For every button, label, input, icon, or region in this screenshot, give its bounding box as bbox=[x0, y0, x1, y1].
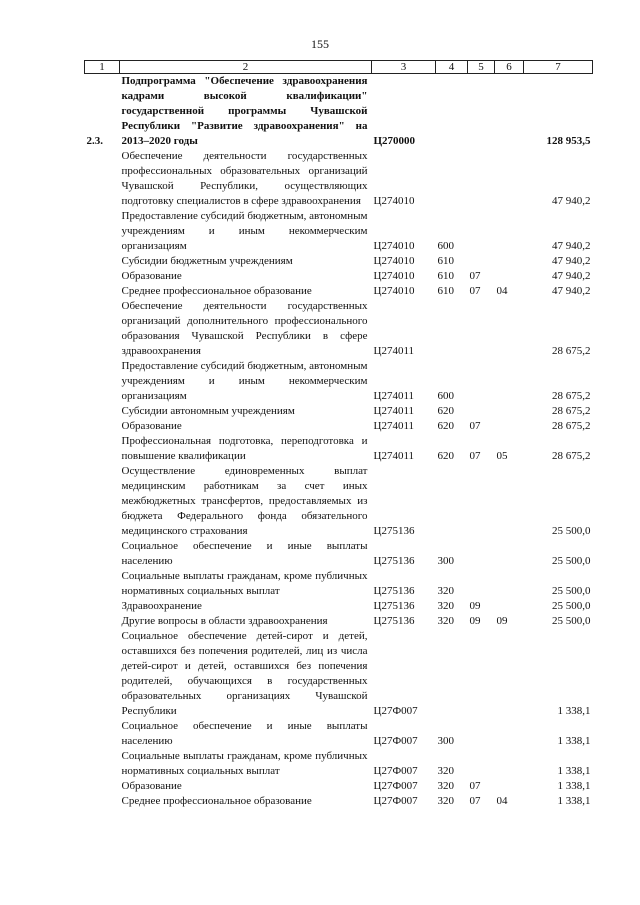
row-name: Здравоохранение bbox=[121, 600, 202, 612]
table-header-row bbox=[85, 61, 593, 74]
row-vr bbox=[436, 74, 468, 150]
row-pr bbox=[495, 749, 524, 779]
row-name: Образование bbox=[121, 270, 182, 282]
row-pr bbox=[495, 74, 524, 150]
row-number bbox=[85, 359, 120, 404]
table-row bbox=[85, 149, 593, 209]
row-name: Субсидии бюджетным учреждениям bbox=[121, 255, 293, 267]
row-sum: 47 940,2 bbox=[552, 240, 591, 252]
row-sum: 25 500,0 bbox=[552, 525, 591, 537]
row-sum: 47 940,2 bbox=[552, 255, 591, 267]
row-rz bbox=[468, 254, 495, 269]
row-csr: Ц274011 bbox=[373, 405, 415, 417]
row-number bbox=[85, 284, 120, 299]
row-vr bbox=[436, 299, 468, 359]
row-vr bbox=[436, 149, 468, 209]
row-name: Социальные выплаты гражданам, кроме публичных нормативных социальных выплат bbox=[121, 570, 368, 597]
row-name: Социальное обеспечение и иные выплаты населению bbox=[121, 540, 368, 567]
row-rz: 07 bbox=[469, 285, 481, 297]
row-rz: 07 bbox=[469, 795, 481, 807]
row-vr: 600 bbox=[437, 240, 454, 252]
row-rz bbox=[468, 749, 495, 779]
row-pr bbox=[495, 599, 524, 614]
row-pr bbox=[495, 404, 524, 419]
row-vr: 610 bbox=[437, 285, 454, 297]
row-name: Социальные выплаты гражданам, кроме публичных нормативных социальных выплат bbox=[121, 750, 368, 777]
row-number bbox=[85, 434, 120, 464]
row-name: Предоставление субсидий бюджетным, автономным учреждениям и иным некоммерческим организациям bbox=[121, 210, 368, 252]
row-csr: Ц270000 bbox=[373, 135, 416, 147]
row-rz bbox=[468, 539, 495, 569]
row-vr: 320 bbox=[437, 780, 454, 792]
row-name: Подпрограмма "Обеспечение здравоохранения кадрами высокой квалификации" государственной программы Чувашской Республики "Развитие здравоохранения" на 2013–2020 годы bbox=[121, 75, 368, 147]
row-sum: 128 953,5 bbox=[546, 135, 591, 147]
row-vr: 320 bbox=[437, 765, 454, 777]
row-pr bbox=[495, 149, 524, 209]
row-number bbox=[85, 419, 120, 434]
row-vr: 610 bbox=[437, 270, 454, 282]
row-number bbox=[85, 539, 120, 569]
row-csr: Ц274011 bbox=[373, 420, 415, 432]
table-row bbox=[85, 404, 593, 419]
row-sum: 25 500,0 bbox=[552, 600, 591, 612]
row-pr bbox=[495, 629, 524, 719]
row-name: Среднее профессиональное образование bbox=[121, 795, 312, 807]
row-vr: 610 bbox=[437, 255, 454, 267]
table-row bbox=[85, 569, 593, 599]
row-number bbox=[85, 254, 120, 269]
table-row bbox=[85, 74, 593, 150]
row-vr: 320 bbox=[437, 615, 454, 627]
header-col-1: 1 bbox=[85, 61, 120, 74]
table-row bbox=[85, 629, 593, 719]
row-pr: 05 bbox=[496, 450, 508, 462]
row-csr: Ц274011 bbox=[373, 450, 415, 462]
table-row bbox=[85, 419, 593, 434]
row-vr: 620 bbox=[437, 450, 454, 462]
row-pr bbox=[495, 569, 524, 599]
row-sum: 47 940,2 bbox=[552, 285, 591, 297]
table-row bbox=[85, 539, 593, 569]
table-row bbox=[85, 464, 593, 539]
row-rz: 07 bbox=[469, 780, 481, 792]
row-name: Профессиональная подготовка, переподготовка и повышение квалификации bbox=[121, 435, 368, 462]
row-csr: Ц27Ф007 bbox=[373, 780, 418, 792]
row-csr: Ц275136 bbox=[373, 615, 415, 627]
row-rz bbox=[468, 464, 495, 539]
row-sum: 28 675,2 bbox=[552, 450, 591, 462]
row-number: 2.3. bbox=[86, 135, 103, 147]
row-rz: 09 bbox=[469, 615, 481, 627]
row-number bbox=[85, 629, 120, 719]
header-col-4: 4 bbox=[436, 61, 468, 74]
row-sum: 47 940,2 bbox=[552, 195, 591, 207]
row-pr: 04 bbox=[496, 285, 508, 297]
row-pr bbox=[495, 359, 524, 404]
row-number bbox=[85, 299, 120, 359]
table-row bbox=[85, 719, 593, 749]
row-rz bbox=[468, 629, 495, 719]
row-vr bbox=[436, 464, 468, 539]
row-vr: 320 bbox=[437, 585, 454, 597]
row-csr: Ц274011 bbox=[373, 345, 415, 357]
row-pr: 04 bbox=[496, 795, 508, 807]
row-csr: Ц274011 bbox=[373, 390, 415, 402]
row-number bbox=[85, 569, 120, 599]
row-pr bbox=[495, 254, 524, 269]
row-name: Обеспечение деятельности государственных профессиональных образовательных организаций Чувашской Республики, осуществляющих подготовку специалистов в сфере здравоохранения bbox=[121, 150, 368, 207]
row-vr: 320 bbox=[437, 795, 454, 807]
row-csr: Ц274010 bbox=[373, 270, 415, 282]
row-pr bbox=[495, 539, 524, 569]
table-row bbox=[85, 749, 593, 779]
row-rz: 07 bbox=[469, 450, 481, 462]
row-sum: 1 338,1 bbox=[557, 735, 591, 747]
row-number bbox=[85, 749, 120, 779]
row-pr bbox=[495, 209, 524, 254]
row-sum: 25 500,0 bbox=[552, 555, 591, 567]
row-csr: Ц27Ф007 bbox=[373, 705, 418, 717]
row-vr: 620 bbox=[437, 420, 454, 432]
row-number bbox=[85, 464, 120, 539]
row-name: Субсидии автономным учреждениям bbox=[121, 405, 295, 417]
row-csr: Ц275136 bbox=[373, 555, 415, 567]
table-row bbox=[85, 269, 593, 284]
table-row bbox=[85, 209, 593, 254]
row-number bbox=[85, 794, 120, 809]
row-vr: 300 bbox=[437, 555, 454, 567]
table-row bbox=[85, 359, 593, 404]
row-name: Социальное обеспечение и иные выплаты населению bbox=[121, 720, 368, 747]
row-csr: Ц27Ф007 bbox=[373, 735, 418, 747]
row-vr: 320 bbox=[437, 600, 454, 612]
header-col-3: 3 bbox=[372, 61, 436, 74]
page-number: 155 bbox=[311, 37, 329, 51]
row-sum: 25 500,0 bbox=[552, 615, 591, 627]
row-csr: Ц275136 bbox=[373, 525, 415, 537]
row-vr: 300 bbox=[437, 735, 454, 747]
table-row bbox=[85, 779, 593, 794]
row-pr bbox=[495, 464, 524, 539]
row-rz bbox=[468, 149, 495, 209]
row-rz bbox=[468, 299, 495, 359]
table-row bbox=[85, 599, 593, 614]
row-number bbox=[85, 269, 120, 284]
budget-table bbox=[84, 60, 593, 809]
row-name: Среднее профессиональное образование bbox=[121, 285, 312, 297]
row-number bbox=[85, 404, 120, 419]
row-number bbox=[85, 209, 120, 254]
row-csr: Ц275136 bbox=[373, 585, 415, 597]
row-name: Образование bbox=[121, 420, 182, 432]
header-col-2: 2 bbox=[120, 61, 372, 74]
table-row bbox=[85, 254, 593, 269]
header-col-6: 6 bbox=[495, 61, 524, 74]
row-name: Социальное обеспечение детей-сирот и детей, оставшихся без попечения родителей, лиц из числа детей-сирот и детей, оставшихся без попечения родителей, обучающихся в государственных образовательных организациях Чувашской Республики bbox=[121, 630, 368, 717]
row-pr: 09 bbox=[496, 615, 508, 627]
table-row bbox=[85, 434, 593, 464]
row-sum: 1 338,1 bbox=[557, 705, 591, 717]
row-pr bbox=[495, 779, 524, 794]
row-pr bbox=[495, 299, 524, 359]
row-sum: 25 500,0 bbox=[552, 585, 591, 597]
row-pr bbox=[495, 269, 524, 284]
header-col-5: 5 bbox=[468, 61, 495, 74]
row-sum: 1 338,1 bbox=[557, 780, 591, 792]
row-rz: 09 bbox=[469, 600, 481, 612]
row-number bbox=[85, 719, 120, 749]
row-sum: 1 338,1 bbox=[557, 765, 591, 777]
row-rz: 07 bbox=[469, 270, 481, 282]
row-csr: Ц274010 bbox=[373, 195, 415, 207]
row-sum: 28 675,2 bbox=[552, 390, 591, 402]
row-csr: Ц275136 bbox=[373, 600, 415, 612]
row-name: Образование bbox=[121, 780, 182, 792]
table-row bbox=[85, 614, 593, 629]
row-rz bbox=[468, 569, 495, 599]
row-csr: Ц27Ф007 bbox=[373, 765, 418, 777]
row-sum: 28 675,2 bbox=[552, 420, 591, 432]
row-csr: Ц274010 bbox=[373, 285, 415, 297]
row-rz bbox=[468, 359, 495, 404]
row-number bbox=[85, 149, 120, 209]
row-sum: 47 940,2 bbox=[552, 270, 591, 282]
row-pr bbox=[495, 719, 524, 749]
header-col-7: 7 bbox=[524, 61, 593, 74]
row-csr: Ц274010 bbox=[373, 255, 415, 267]
row-number bbox=[85, 779, 120, 794]
row-rz: 07 bbox=[469, 420, 481, 432]
row-vr bbox=[436, 629, 468, 719]
row-csr: Ц274010 bbox=[373, 240, 415, 252]
row-sum: 28 675,2 bbox=[552, 345, 591, 357]
table-body bbox=[85, 74, 593, 810]
row-number bbox=[85, 599, 120, 614]
row-number bbox=[85, 614, 120, 629]
row-name: Предоставление субсидий бюджетным, автономным учреждениям и иным некоммерческим организациям bbox=[121, 360, 368, 402]
row-sum: 1 338,1 bbox=[557, 795, 591, 807]
row-csr: Ц27Ф007 bbox=[373, 795, 418, 807]
row-pr bbox=[495, 419, 524, 434]
table-row bbox=[85, 284, 593, 299]
row-name: Обеспечение деятельности государственных организаций дополнительного профессионального образования Чувашской Республики в сфере здравоохранения bbox=[121, 300, 368, 357]
row-rz bbox=[468, 209, 495, 254]
row-name: Осуществление единовременных выплат медицинским работникам за счет иных межбюджетных трансфертов, предоставляемых из бюджета Федерального фонда обязательного медицинского страхования bbox=[121, 465, 368, 537]
row-rz bbox=[468, 404, 495, 419]
row-vr: 620 bbox=[437, 405, 454, 417]
row-vr: 600 bbox=[437, 390, 454, 402]
table-row bbox=[85, 794, 593, 809]
row-rz bbox=[468, 719, 495, 749]
row-sum: 28 675,2 bbox=[552, 405, 591, 417]
row-rz bbox=[468, 74, 495, 150]
row-name: Другие вопросы в области здравоохранения bbox=[121, 615, 328, 627]
table-row bbox=[85, 299, 593, 359]
